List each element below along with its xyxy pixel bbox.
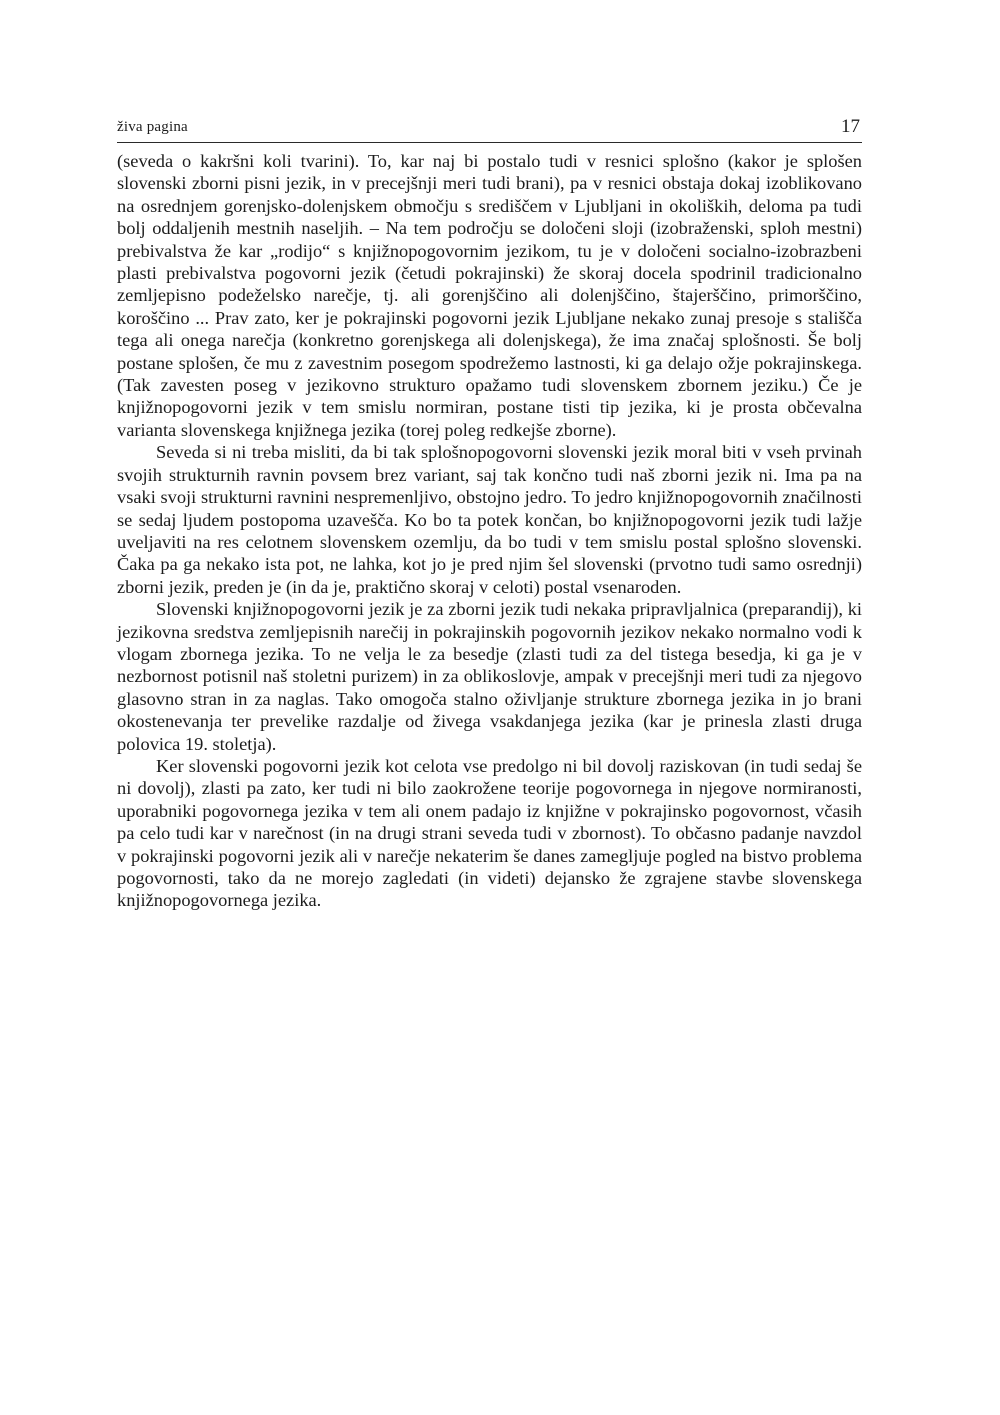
page-number: 17 — [841, 116, 860, 137]
body-text — [117, 150, 862, 912]
running-head: živa pagina — [117, 119, 188, 135]
paragraph-2: Seveda si ni treba misliti, da bi tak splošnopogovorni slovenski jezik moral biti v vseh prvinah svojih strukturnih ravnin povsem brez variant, saj tak končno tudi naš zborni jezik ni. Ima pa na vsaki svoji strukturni ravnini nespremenljivo, obstojno jedro. To jedro knjižnopogovornih značilnosti se sedaj ljudem postopoma uzaveščа. Ko bo ta potek končan, bo knjižnopogovorni jezik tudi lažje uveljaviti na res celotnem slovenskem ozemlju, da bo tudi v tem smislu postal splošno slovenski. Čaka pa ga nekako ista pot, ne lahka, kot jo je pred njim šel slovenski (prvotno tudi samo osrednji) zborni jezik, preden je (in da je, praktično skoraj v celoti) postal vsenaroden. — [117, 442, 862, 597]
paragraph-1: (seveda o kakršni koli tvarini). To, kar naj bi postalo tudi v resnici splošno (kakor je splošen slovenski zborni pisni jezik, in v precejšnji meri tudi brani), pa v resnici obstaja dokaj izoblikovano na osrednjem gorenjsko-dolenjskem območju s središčem v Ljubljani in okoliških, deloma pa tudi bolj oddaljenih mestnih naseljih. – Na tem področju se določeni sloji (izobraženski, sploh mestni) prebivalstva že kar „rodijo“ s knjižnopogovornim jezikom, tu je v določeni socialno-izobrazbeni plasti prebivalstva pogovorni jezik (četudi pokrajinski) že skoraj docela spodrinil tradicionalno zemljepisno podeželsko narečje, tj. ali gorenjščino ali dolenjščino, štajerščino, primorščino, koroščino ... Prav zato, ker je pokrajinski pogovorni jezik Ljubljane nekako zunaj presoje s stališča tega ali onega narečja (konkretno gorenjskega ali dolenjskega), že ima značaj splošnosti. Še bolj postane splošen, če mu z zavestnim posegom spodrežemo lastnosti, ki ga delajo ožje pokrajinskega. (Tak zavesten poseg v jezikovno strukturo opažamo tudi slovenskem zbornem jeziku.) Če je knjižnopogovorni jezik v tem smislu normiran, postane tisti tip jezika, ki je prosta občevalna varianta slovenskega knjižnega jezika (torej poleg redkejše zborne). — [117, 151, 862, 440]
page-header — [117, 118, 862, 143]
paragraph-4: Ker slovenski pogovorni jezik kot celota vse predolgo ni bil dovolj raziskovan (in tudi sedaj še ni dovolj), zlasti pa zato, ker tudi ni bilo zaokrožene teorije pogovornega in njegove normiranosti, uporabniki pogovornega jezika v tem ali onem padajo iz knjižne v pokrajinsko pogovornost, včasih pa celo tudi kar v narečnost (in na drugi strani seveda tudi v zbornost). To občasno padanje navzdol v pokrajinski pogovorni jezik ali v narečje nekaterim še danes zamegljuje pogled na bistvo problema pogovornosti, tako da ne morejo zagledati (in videti) dejansko že zgrajene stavbe slovenskega knjižnopogovornega jezika. — [117, 755, 862, 911]
paragraph-3: Slovenski knjižnopogovorni jezik je za zborni jezik tudi nekaka pripravljalnica (preparandij), ki jezikovna sredstva zemljepisnih narečij in pokrajinskih pogovornih jezikov nekako normalno vodi k vlogam zbornega jezika. To ne velja le za besedje (zlasti tudi za del tistega besedja, ki ga je v nezbornost potisnil naš stoletni purizem) in za oblikoslovje, ampak v precejšnji meri tudi za njegovo glasovno stran in za naglas. Tako omogoča stalno oživljanje strukture zbornega jezika in jo brani okostenevanja ter prevelike razdalje od živega vsakdanjega jezika (kar je prinesla zlasti druga polovica 19. stoletja). — [117, 599, 862, 754]
